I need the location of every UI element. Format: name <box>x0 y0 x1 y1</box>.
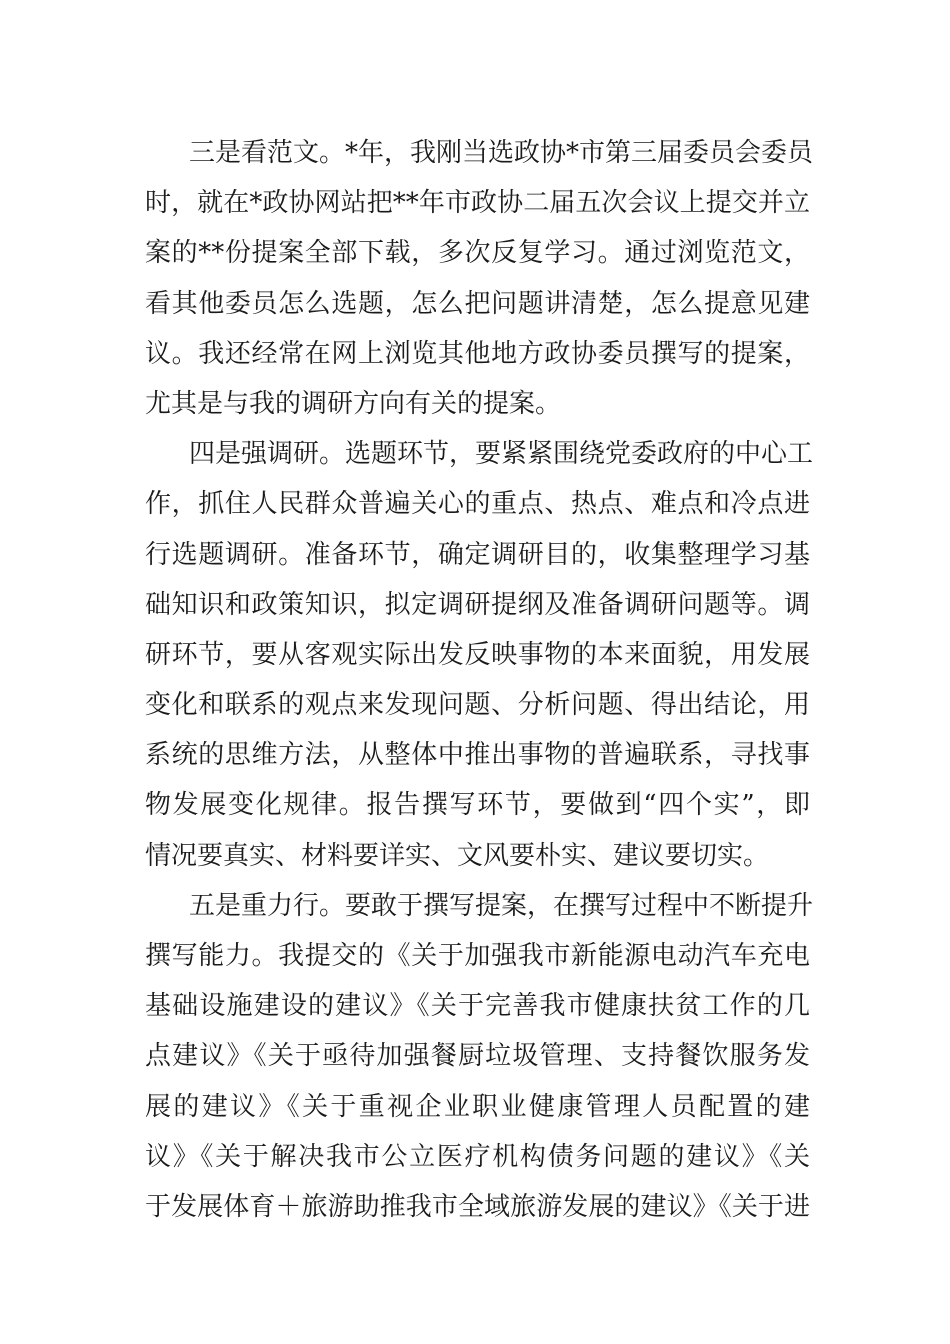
text-line: 物发展变化规律。报告撰写环节，要做到“四个实”，即 <box>145 790 810 821</box>
text-line: 系统的思维方法，从整体中推出事物的普遍联系，寻找事 <box>145 740 810 771</box>
text-line: 五是重力行。要敢于撰写提案，在撰写过程中不断提升 <box>189 890 814 921</box>
text-line: 看其他委员怎么选题，怎么把问题讲清楚，怎么提意见建 <box>145 288 810 319</box>
text-line: 尤其是与我的调研方向有关的提案。 <box>145 388 562 419</box>
text-line: 基础设施建设的建议》《关于完善我市健康扶贫工作的几 <box>145 991 810 1022</box>
text-line: 四是强调研。选题环节，要紧紧围绕党委政府的中心工 <box>189 439 814 470</box>
paragraph-fanwen <box>145 128 814 429</box>
text-line: 点建议》《关于亟待加强餐厨垃圾管理、支持餐饮服务发 <box>145 1041 810 1072</box>
text-line: 研环节，要从客观实际出发反映事物的本来面貌，用发展 <box>145 639 810 670</box>
text-line: 议》《关于解决我市公立医疗机构债务问题的建议》《关 <box>145 1141 810 1172</box>
text-line: 作，抓住人民群众普遍关心的重点、热点、难点和冷点进 <box>145 489 810 520</box>
text-line: 情况要真实、材料要详实、文风要朴实、建议要切实。 <box>145 840 770 871</box>
text-line: 议。我还经常在网上浏览其他地方政协委员撰写的提案， <box>145 338 810 369</box>
document-body <box>145 128 814 1232</box>
paragraph-diaoyan <box>145 429 814 881</box>
text-line: 时，就在*政协网站把**年市政协二届五次会议上提交并立 <box>145 188 810 219</box>
text-line: 案的**份提案全部下载，多次反复学习。通过浏览范文， <box>145 238 810 269</box>
text-line: 展的建议》《关于重视企业职业健康管理人员配置的建 <box>145 1091 810 1122</box>
text-line: 三是看范文。*年，我刚当选政协*市第三届委员会委员 <box>189 138 814 168</box>
text-line: 于发展体育＋旅游助推我市全域旅游发展的建议》《关于进 <box>145 1191 810 1222</box>
text-line: 础知识和政策知识，拟定调研提纲及准备调研问题等。调 <box>145 589 810 620</box>
text-line: 撰写能力。我提交的《关于加强我市新能源电动汽车充电 <box>145 941 810 971</box>
text-line: 行选题调研。准备环节，确定调研目的，收集整理学习基 <box>145 539 810 570</box>
paragraph-lixing <box>145 881 814 1232</box>
text-line: 变化和联系的观点来发现问题、分析问题、得出结论，用 <box>145 690 810 721</box>
